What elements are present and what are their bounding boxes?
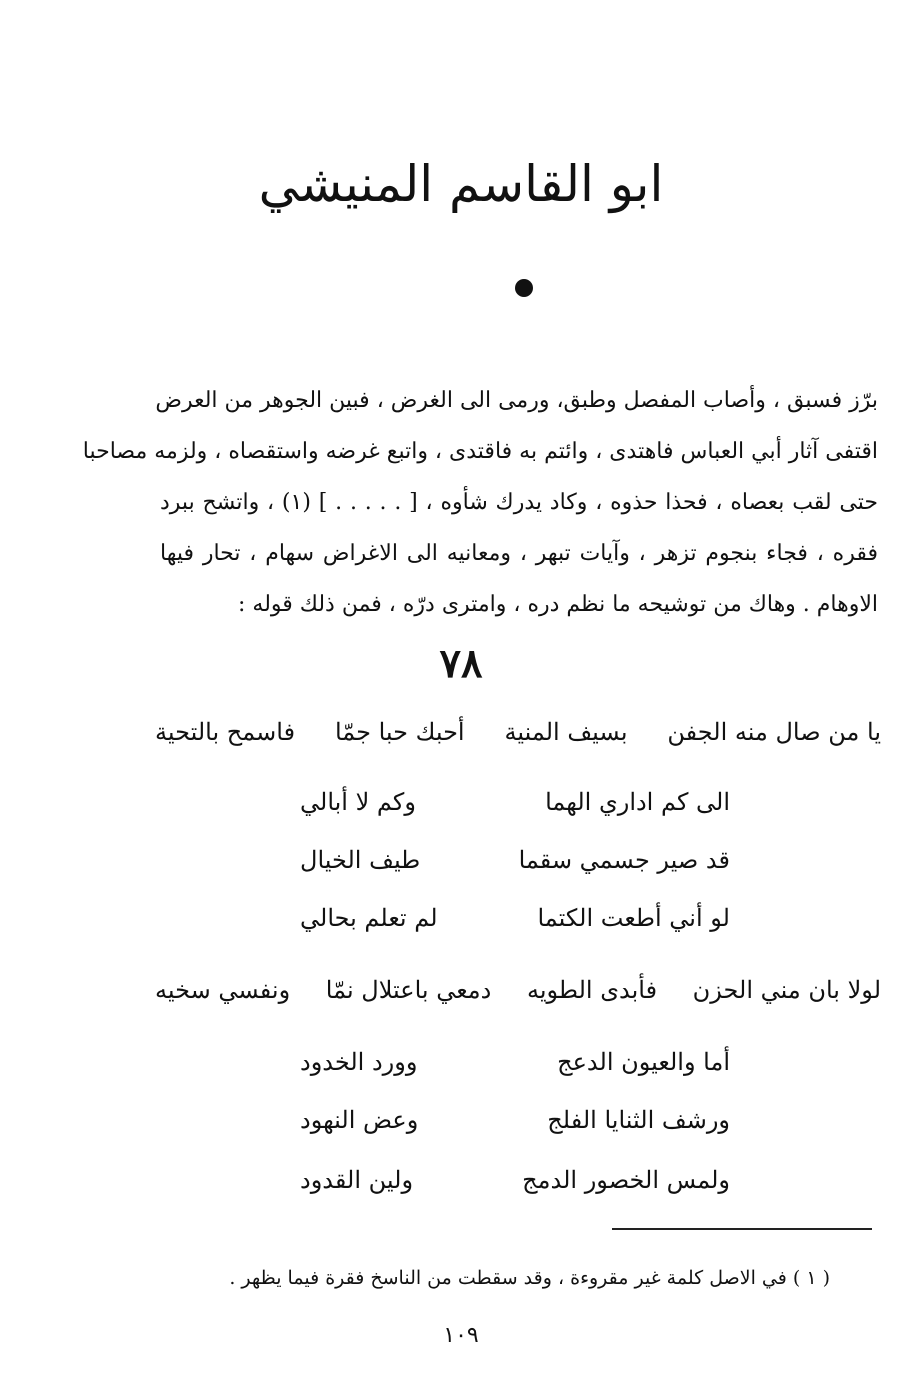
hemistich: ولين القدود (300, 1166, 414, 1194)
hemistich: وورد الخدود (300, 1048, 418, 1076)
hemistich: ولمس الخصور الدمج (522, 1166, 730, 1194)
hemistich: وكم لا أبالي (300, 788, 416, 816)
page-title: ابو القاسم المنيشي (258, 155, 664, 213)
page-number: ١٠٩ (443, 1323, 479, 1348)
verse-segment: دمعي باعتلال نمّا (325, 976, 492, 1004)
intro-line: فقره ، فجاء بنجوم تزهر ، وآيات تبهر ، ومعانيه الى الاغراض سهام ، تحار فيها (160, 541, 878, 566)
intro-line: الاوهام . وهاك من توشيحه ما نظم دره ، وامترى درّه ، فمن ذلك قوله : (238, 592, 878, 617)
hemistich: وعض النهود (300, 1106, 419, 1134)
poem-refrain-line (155, 710, 881, 754)
hemistich: لم تعلم بحالي (300, 904, 438, 932)
intro-line: برّز فسبق ، وأصاب المفصل وطبق، ورمى الى الغرض ، فبين الجوهر من العرض (155, 388, 878, 413)
verse-segment: يا من صال منه الجفن (667, 718, 881, 746)
intro-paragraph (82, 378, 879, 633)
verse-segment: بسيف المنية (504, 718, 628, 746)
intro-line: اقتفى آثار أبي العباس فاهتدى ، وائتم به فاقتدى ، واتبع غرضه واستقصاه ، ولزمه مصاحبا (82, 439, 878, 464)
verse-segment: ونفسي سخيه (155, 976, 291, 1004)
poem-couplet (300, 1158, 730, 1202)
verse-segment: أحبك حبا جمّا (334, 718, 465, 746)
footnote-divider (612, 1228, 872, 1230)
hemistich: قد صير جسمي سقما (518, 846, 730, 874)
hemistich: لو أني أطعت الكتما (537, 904, 730, 932)
poem-couplet (300, 896, 730, 940)
poem-couplet (300, 1098, 730, 1142)
poem-refrain-line (155, 968, 881, 1012)
ornament-dot (515, 279, 533, 297)
poem-couplet (300, 838, 730, 882)
poem-number: ٧٨ (439, 640, 483, 687)
verse-segment: فأبدى الطويه (526, 976, 658, 1004)
verse-segment: لولا بان مني الحزن (692, 976, 881, 1004)
footnote: ( ١ ) في الاصل كلمة غير مقروءة ، وقد سقطت من الناسخ فقرة فيما يظهر . (229, 1267, 830, 1289)
hemistich: طيف الخيال (300, 846, 421, 874)
poem-couplet (300, 1040, 730, 1084)
hemistich: ورشف الثنايا الفلج (547, 1106, 730, 1134)
hemistich: الى كم اداري الهما (545, 788, 730, 816)
hemistich: أما والعيون الدعج (557, 1048, 730, 1076)
intro-line: حتى لقب بعصاه ، فحذا حذوه ، وكاد يدرك شأوه ، [ . . . . . ] (١) ، واتشح ببرد (160, 490, 879, 515)
poem-couplet (300, 780, 730, 824)
verse-segment: فاسمح بالتحية (155, 718, 296, 746)
